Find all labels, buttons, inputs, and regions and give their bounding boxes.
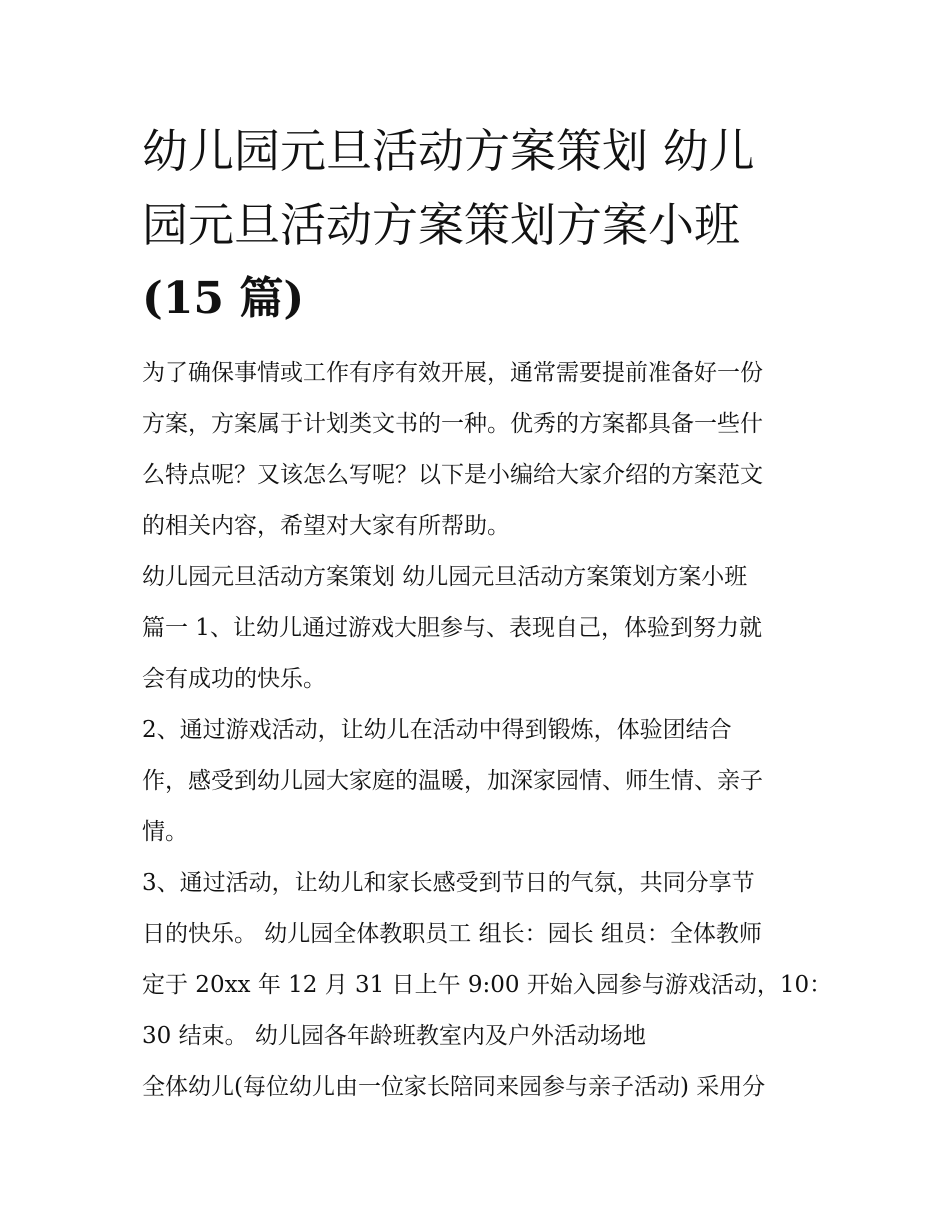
body-line: 3、通过活动，让幼儿和家长感受到节日的气氛，共同分享节 — [142, 870, 755, 896]
title-line: 园元旦活动方案策划方案小班 — [142, 198, 740, 252]
body-line: 2、通过游戏活动，让幼儿在活动中得到锻炼，体验团结合 — [142, 717, 732, 743]
body-line: 为了确保事情或工作有序有效开展，通常需要提前准备好一份 — [142, 360, 763, 386]
body-line: 情。 — [142, 819, 188, 845]
body-line: 么特点呢？又该怎么写呢？以下是小编给大家介绍的方案范文 — [142, 462, 763, 488]
body-line: 全体幼儿(每位幼儿由一位家长陪同来园参与亲子活动) 采用分 — [142, 1074, 766, 1100]
body-line: 30 结束。 幼儿园各年龄班教室内及户外活动场地 — [142, 1023, 646, 1049]
body-line: 方案，方案属于计划类文书的一种。优秀的方案都具备一些什 — [142, 411, 763, 437]
body-line: 定于 20xx 年 12 月 31 日上午 9:00 开始入园参与游戏活动，10： — [142, 972, 833, 998]
body-line: 的相关内容，希望对大家有所帮助。 — [142, 513, 510, 539]
document-body — [142, 348, 833, 1113]
body-line: 幼儿园元旦活动方案策划 幼儿园元旦活动方案策划方案小班 — [142, 564, 748, 590]
body-line: 篇一 1、让幼儿通过游戏大胆参与、表现自己，体验到努力就 — [142, 615, 762, 641]
body-line: 作，感受到幼儿园大家庭的温暖，加深家园情、师生情、亲子 — [142, 768, 763, 794]
body-line: 日的快乐。 幼儿园全体教职员工 组长：园长 组员：全体教师 — [142, 921, 762, 947]
body-line: 会有成功的快乐。 — [142, 666, 326, 692]
title-line: (15 篇) — [142, 273, 305, 324]
document-title — [142, 114, 814, 336]
document-content — [142, 114, 833, 1113]
title-line: 幼儿园元旦活动方案策划 幼儿 — [142, 124, 755, 178]
